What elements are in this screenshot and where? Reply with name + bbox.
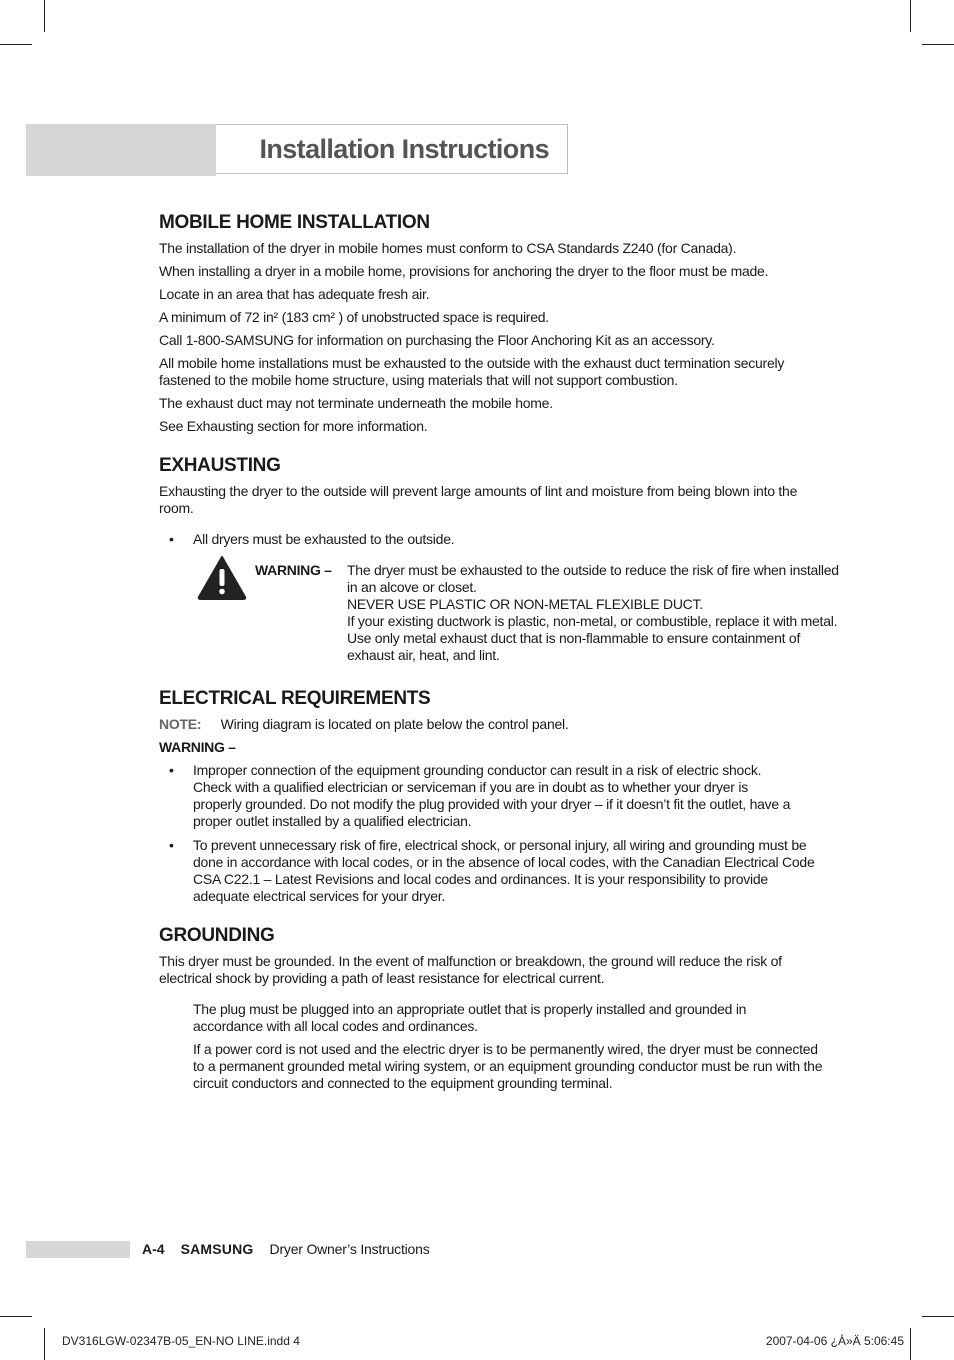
warning-text [347,562,844,664]
warning-label: WARNING – [159,739,236,755]
main-content [159,212,844,1108]
paragraph: All mobile home installations must be exhausted to the outside with the exhaust duct termination securely fastened to the mobile home structure, using materials that will not support combustion. [159,355,785,388]
electrical-section [159,688,844,905]
paragraph: When installing a dryer in a mobile home, provisions for anchoring the dryer to the floor must be made. [159,263,769,279]
grounding-section [159,925,844,1092]
crop-mark [910,0,911,32]
crop-mark [910,1328,911,1360]
warning-block [197,562,844,664]
paragraph: See Exhausting section for more information. [159,418,428,434]
print-slug-timestamp: 2007-04-06 ¿À»Ä 5:06:45 [765,1334,904,1348]
warning-line: The dryer must be exhausted to the outside to reduce the risk of fire when installed in an alcove or closet. [347,562,839,595]
bullet-text: All dryers must be exhausted to the outside. [193,531,455,547]
paragraph: This dryer must be grounded. In the event of malfunction or breakdown, the ground will reduce the risk of electrical shock by providing a path of least resistance for electrical current. [159,953,782,986]
note [159,716,844,733]
paragraph: The exhaust duct may not terminate underneath the mobile home. [159,395,553,411]
crop-mark [922,1316,954,1317]
paragraph: If a power cord is not used and the electric dryer is to be permanently wired, the dryer must be connected to a permanent grounded metal wiring system, or an equipment grounding conductor must be run with the circuit conductors and connected to the equipment grounding terminal. [193,1041,823,1091]
section-heading: GROUNDING [159,925,275,946]
warning-line: Use only metal exhaust duct that is non-flammable to ensure containment of exhaust air, heat, and lint. [347,630,801,663]
bullet-item [159,762,793,830]
paragraph: Exhausting the dryer to the outside will prevent large amounts of lint and moisture from being blown into the room. [159,483,798,516]
bullet-dot: • [169,531,174,547]
paragraph: A minimum of 72 in² (183 cm² ) of unobstructed space is required. [159,309,549,325]
bullet-dot: • [169,762,174,778]
document-title: Dryer Owner’s Instructions [269,1241,430,1257]
section-heading: EXHAUSTING [159,455,281,476]
crop-mark [0,44,32,45]
crop-mark [0,1316,32,1317]
page-title: Installation Instructions [259,133,549,164]
warning-triangle-icon [197,554,247,600]
warning-label: WARNING – [255,562,332,578]
note-text: Wiring diagram is located on plate below the control panel. [220,716,569,732]
brand-name: SAMSUNG [180,1241,254,1257]
page-number: A-4 [142,1241,165,1257]
crop-mark [44,0,45,32]
header-title-box [216,124,568,174]
paragraph: The installation of the dryer in mobile homes must conform to CSA Standards Z240 (for Canada). [159,240,737,256]
footer-grey-bar [26,1241,130,1258]
crop-mark [922,44,954,45]
header-grey-bar [26,124,216,176]
paragraph: Call 1-800-SAMSUNG for information on purchasing the Floor Anchoring Kit as an accessory. [159,332,715,348]
bullet-item [159,837,827,905]
page-header [26,124,570,176]
crop-mark [44,1328,45,1360]
bullet-dot: • [169,837,174,853]
warning-line: NEVER USE PLASTIC OR NON-METAL FLEXIBLE DUCT. [347,596,703,612]
mobile-home-section [159,212,844,435]
print-slug-file: DV316LGW-02347B-05_EN-NO LINE.indd 4 [62,1334,300,1348]
section-heading: ELECTRICAL REQUIREMENTS [159,688,431,709]
page-footer [26,1240,430,1258]
bullet-text: Improper connection of the equipment grounding conductor can result in a risk of electric shock. Check with a qualified electrician or serviceman if you are in doubt as to whether your dryer is properly grounded. Do not modify the plug provided with your dryer – if it doesn’t fit the outlet, have a proper outlet installed by a qualified electrician. [193,762,791,829]
paragraph: Locate in an area that has adequate fresh air. [159,286,430,302]
bullet-text: To prevent unnecessary risk of fire, electrical shock, or personal injury, all wiring and grounding must be done in accordance with local codes, or in the absence of local codes, with the Canadian Electrical Code CSA C22.1 – Latest Revisions and local codes and ordinances. It is your responsibility to provide adequate electrical services for your dryer. [193,837,815,904]
paragraph: The plug must be plugged into an appropriate outlet that is properly installed and grounded in accordance with all local codes and ordinances. [193,1001,747,1034]
warning-line: If your existing ductwork is plastic, non-metal, or combustible, replace it with metal. [347,613,838,629]
section-heading: MOBILE HOME INSTALLATION [159,212,430,233]
note-label: NOTE: [159,716,202,732]
exhausting-section [159,455,844,664]
bullet-item [159,531,844,548]
